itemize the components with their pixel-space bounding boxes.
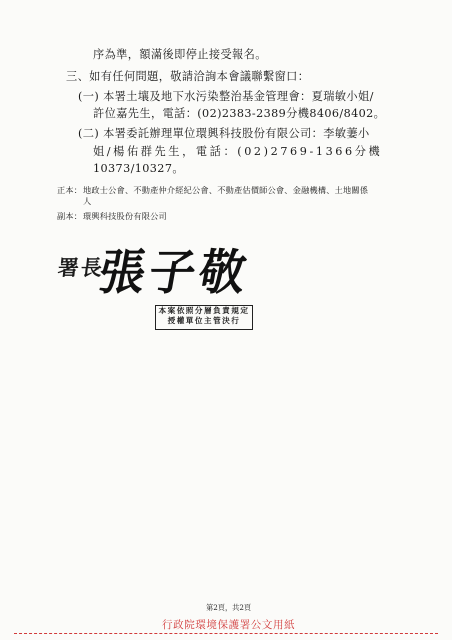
page-number: 第2頁，共2頁 <box>206 603 252 612</box>
distribution-main-label: 正本： <box>57 185 83 195</box>
section-3-heading: 三、如有任何問題，敬請洽詢本會議聯繫窗口： <box>66 70 310 83</box>
distribution-copy-label: 副本： <box>57 211 83 221</box>
signature-name: 張子敬 <box>94 243 255 301</box>
contact-item-1: (一) 本署土壤及地下水污染整治基金管理會：夏瑞敏小姐/ <box>78 90 374 103</box>
footer-rule <box>14 633 438 634</box>
contact-item-1-cont: 許位嘉先生，電話：(02)2383-2389分機8406/8402。 <box>93 107 386 120</box>
signature-title: 署長 <box>56 256 106 280</box>
authorization-stamp <box>155 305 253 330</box>
distribution-main-text: 地政士公會、不動產仲介經紀公會、不動產估價師公會、金融機構、土地關係 <box>83 185 369 195</box>
footer-letterhead: 行政院環境保護署公文用紙 <box>162 619 296 631</box>
distribution-main-text-cont: 人 <box>83 196 92 206</box>
body-line-1: 序為準，額滿後即停止接受報名。 <box>93 48 267 61</box>
contact-item-2-ext: 10373/10327。 <box>93 162 184 175</box>
contact-item-2-cont: 姐/楊佑群先生，電話：(02)2769-1366分機 <box>93 145 383 158</box>
distribution-copy-text: 環興科技股份有限公司 <box>83 211 167 221</box>
stamp-line-1: 本案依照分層負責規定 <box>158 306 250 315</box>
stamp-line-2: 授權單位主管決行 <box>167 316 241 325</box>
contact-item-2: (二) 本署委託辦理單位環興科技股份有限公司：李敏萋小 <box>78 127 370 140</box>
